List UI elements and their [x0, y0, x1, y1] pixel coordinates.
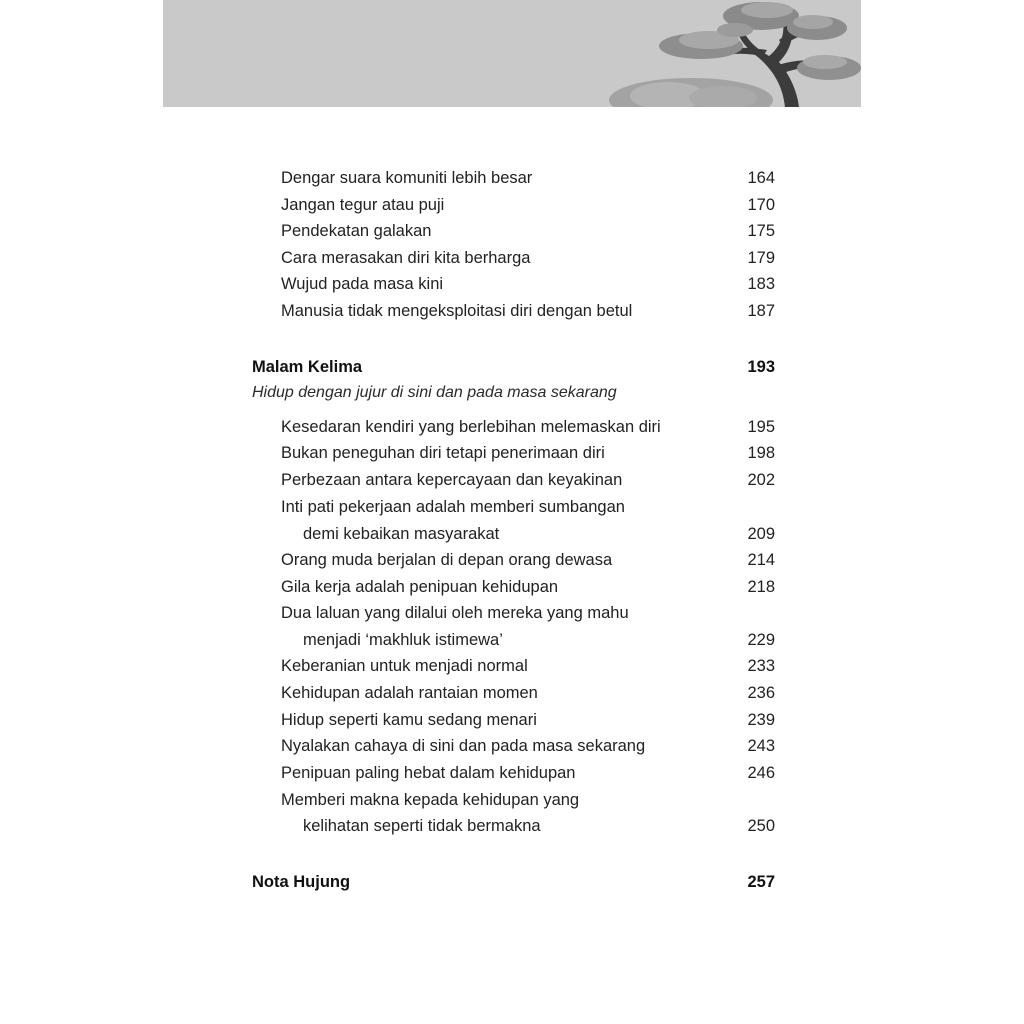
toc-entry-title: Keberanian untuk menjadi normal [281, 657, 528, 675]
toc-entry-page: 198 [747, 444, 775, 462]
toc-entry-title: Dua laluan yang dilalui oleh mereka yang mahu [281, 604, 629, 622]
toc-entry-title: Bukan peneguhan diri tetapi penerimaan diri [281, 444, 605, 462]
endnotes-page: 257 [747, 873, 775, 891]
toc-entry-title: Penipuan paling hebat dalam kehidupan [281, 764, 576, 782]
toc-entry-title: Kesedaran kendiri yang berlebihan melemaskan diri [281, 418, 661, 436]
toc-entry-title: Inti pati pekerjaan adalah memberi sumbangan [281, 498, 625, 516]
toc-entry-page: 183 [747, 275, 775, 293]
toc-entry-title: Wujud pada masa kini [281, 275, 444, 293]
toc-entry-title: Jangan tegur atau puji [281, 196, 445, 214]
toc-entry-title: Manusia tidak mengeksploitasi diri dengan betul [281, 302, 633, 320]
toc-entry-title: Nyalakan cahaya di sini dan pada masa sekarang [281, 737, 646, 755]
toc-entry-page: 179 [747, 249, 775, 267]
toc-entry-page: 229 [747, 631, 775, 649]
toc-entry-page: 250 [747, 817, 775, 835]
header-illustration-band [163, 0, 861, 107]
bonsai-tree-illustration [163, 0, 861, 107]
toc-entry-title: Perbezaan antara kepercayaan dan keyakinan [281, 471, 623, 489]
section-heading-page: 193 [747, 358, 775, 376]
toc-entry-page: 246 [747, 764, 775, 782]
toc-entry-page: 233 [747, 657, 775, 675]
toc-entry-page: 170 [747, 196, 775, 214]
toc-entry-page: 202 [747, 471, 775, 489]
toc-entry-title: Kehidupan adalah rantaian momen [281, 684, 538, 702]
section-heading: Malam Kelima [252, 358, 363, 376]
toc-entry-page: 214 [747, 551, 775, 569]
toc-entry-title: Cara merasakan diri kita berharga [281, 249, 531, 267]
toc-entry-page: 236 [747, 684, 775, 702]
toc-entry-page: 218 [747, 578, 775, 596]
toc-entry-page: 175 [747, 222, 775, 240]
toc-entry-title: Gila kerja adalah penipuan kehidupan [281, 578, 559, 596]
toc-entry-title: Orang muda berjalan di depan orang dewasa [281, 551, 613, 569]
toc-entry-title-continued: demi kebaikan masyarakat [303, 525, 500, 543]
toc-entry-title-continued: kelihatan seperti tidak bermakna [303, 817, 541, 835]
toc-entry-title: Hidup seperti kamu sedang menari [281, 711, 537, 729]
toc-entry-title-continued: menjadi ‘makhluk istimewa’ [303, 631, 503, 649]
toc-entry-page: 195 [747, 418, 775, 436]
toc-entry-title: Memberi makna kepada kehidupan yang [281, 791, 580, 809]
toc-entry-page: 187 [747, 302, 775, 320]
toc-entry-title: Dengar suara komuniti lebih besar [281, 169, 533, 187]
toc-entry-page: 239 [747, 711, 775, 729]
section-subtitle: Hidup dengan jujur di sini dan pada masa sekarang [252, 384, 617, 401]
book-page [163, 0, 861, 1024]
toc-entry-page: 243 [747, 737, 775, 755]
toc-entry-title: Pendekatan galakan [281, 222, 432, 240]
toc-entry-page: 209 [747, 525, 775, 543]
toc-entry-page: 164 [747, 169, 775, 187]
endnotes-heading: Nota Hujung [252, 873, 351, 891]
